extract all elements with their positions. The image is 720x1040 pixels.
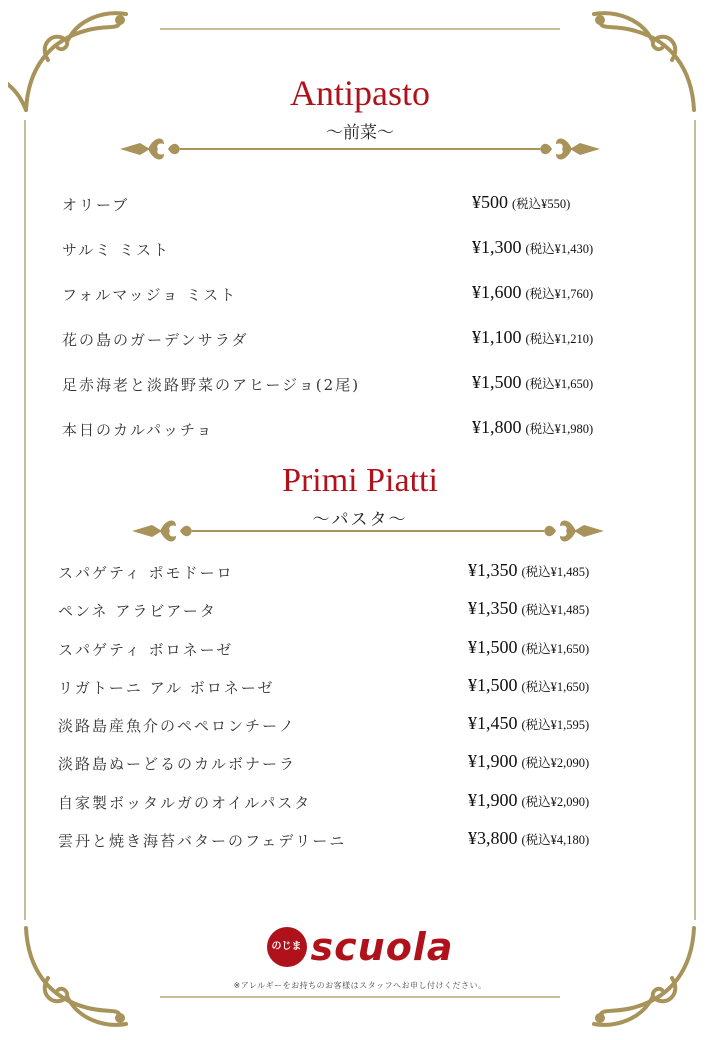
primi-title: Primi Piatti <box>282 462 438 499</box>
item-price-tax: (税込¥2,090) <box>521 794 590 809</box>
antipasto-item <box>62 329 642 374</box>
item-price-group <box>468 790 589 811</box>
brand-logo <box>0 925 720 969</box>
item-name: サルミ ミスト <box>62 241 171 259</box>
item-price: ¥1,900 <box>468 789 518 810</box>
item-price-tax: (税込¥2,090) <box>521 756 590 771</box>
antipasto-divider <box>118 134 602 164</box>
item-price-group <box>472 417 593 438</box>
item-price-tax: (税込¥1,760) <box>525 287 594 301</box>
antipasto-item <box>62 419 642 464</box>
item-price: ¥1,500 <box>472 372 522 392</box>
frame-top-line <box>160 28 560 30</box>
item-price: ¥1,500 <box>468 636 518 657</box>
item-price-tax: (税込¥550) <box>512 197 571 211</box>
antipasto-item <box>62 284 642 329</box>
item-price: ¥1,100 <box>472 327 522 347</box>
item-name: 花の島のガーデンサラダ <box>62 331 249 349</box>
item-price: ¥500 <box>472 192 508 212</box>
item-name: 自家製ボッタルガのオイルパスタ <box>58 793 312 812</box>
item-price-group <box>472 282 593 303</box>
frame-bottom-line <box>160 996 560 998</box>
item-name: 淡路島ぬーどるのカルボナーラ <box>58 755 297 774</box>
primi-item <box>58 600 638 638</box>
item-price-group <box>468 713 589 734</box>
item-price: ¥1,800 <box>472 417 522 437</box>
primi-divider <box>130 516 606 546</box>
antipasto-menu-list <box>62 194 642 464</box>
antipasto-item <box>62 239 642 284</box>
item-name: 足赤海老と淡路野菜のアヒージョ(2尾) <box>62 376 361 394</box>
item-name: リガトーニ アル ボロネーゼ <box>58 678 275 697</box>
item-price-tax: (税込¥1,595) <box>521 718 590 733</box>
item-price-tax: (税込¥1,980) <box>525 422 594 436</box>
item-price-tax: (税込¥1,650) <box>521 679 590 694</box>
item-price-tax: (税込¥1,485) <box>521 603 590 618</box>
primi-item <box>58 753 638 791</box>
primi-item <box>58 830 638 868</box>
logo-badge: のじま <box>267 927 307 967</box>
item-price-group <box>468 675 589 696</box>
item-price: ¥1,300 <box>472 237 522 257</box>
item-price-tax: (税込¥1,430) <box>525 242 594 256</box>
item-name: フォルマッジョ ミスト <box>62 286 238 304</box>
item-price: ¥3,800 <box>468 828 518 849</box>
antipasto-item <box>62 374 642 419</box>
item-price-group <box>472 237 593 258</box>
item-price: ¥1,500 <box>468 674 518 695</box>
primi-menu-list <box>58 562 638 868</box>
logo-text: scuola <box>310 925 454 969</box>
primi-item <box>58 636 638 677</box>
item-price-group <box>468 828 589 849</box>
item-price-group <box>468 637 589 658</box>
item-price-group <box>472 372 593 393</box>
item-name: 本日のカルパッチョ <box>62 421 214 439</box>
item-price-tax: (税込¥1,650) <box>525 377 594 391</box>
item-name: ペンネ アラビアータ <box>58 602 217 621</box>
item-price-tax: (税込¥4,180) <box>521 833 590 848</box>
primi-subtitle: ～パスタ～ <box>312 510 408 530</box>
item-price-group <box>468 598 589 619</box>
allergy-note: ※アレルギーをお持ちのお客様はスタッフへお申し付けください。 <box>233 981 487 990</box>
item-price: ¥1,350 <box>468 560 518 580</box>
item-price: ¥1,450 <box>468 713 518 734</box>
item-name: オリーブ <box>62 196 130 214</box>
item-price-group <box>468 560 589 581</box>
antipasto-item <box>62 194 642 239</box>
item-price-tax: (税込¥1,210) <box>525 332 594 346</box>
item-name: 淡路島産魚介のペペロンチーノ <box>58 717 296 736</box>
item-price-group <box>472 327 593 348</box>
primi-item <box>58 715 638 753</box>
antipasto-subtitle: ～前菜～ <box>326 123 394 143</box>
antipasto-title: Antipasto <box>290 73 430 113</box>
item-price: ¥1,900 <box>468 751 518 772</box>
item-name: スパゲティ ボロネーゼ <box>58 640 234 659</box>
primi-item <box>58 789 638 830</box>
item-price-tax: (税込¥1,485) <box>521 565 590 579</box>
item-price-group <box>472 192 570 213</box>
item-price-group <box>468 751 589 772</box>
item-name: スパゲティ ポモドーロ <box>58 564 234 582</box>
item-price-tax: (税込¥1,650) <box>521 641 590 656</box>
item-price: ¥1,600 <box>472 282 522 302</box>
item-name: 雲丹と焼き海苔バターのフェデリーニ <box>58 832 347 851</box>
primi-item <box>58 562 638 600</box>
primi-item <box>58 674 638 715</box>
item-price: ¥1,350 <box>468 598 518 619</box>
